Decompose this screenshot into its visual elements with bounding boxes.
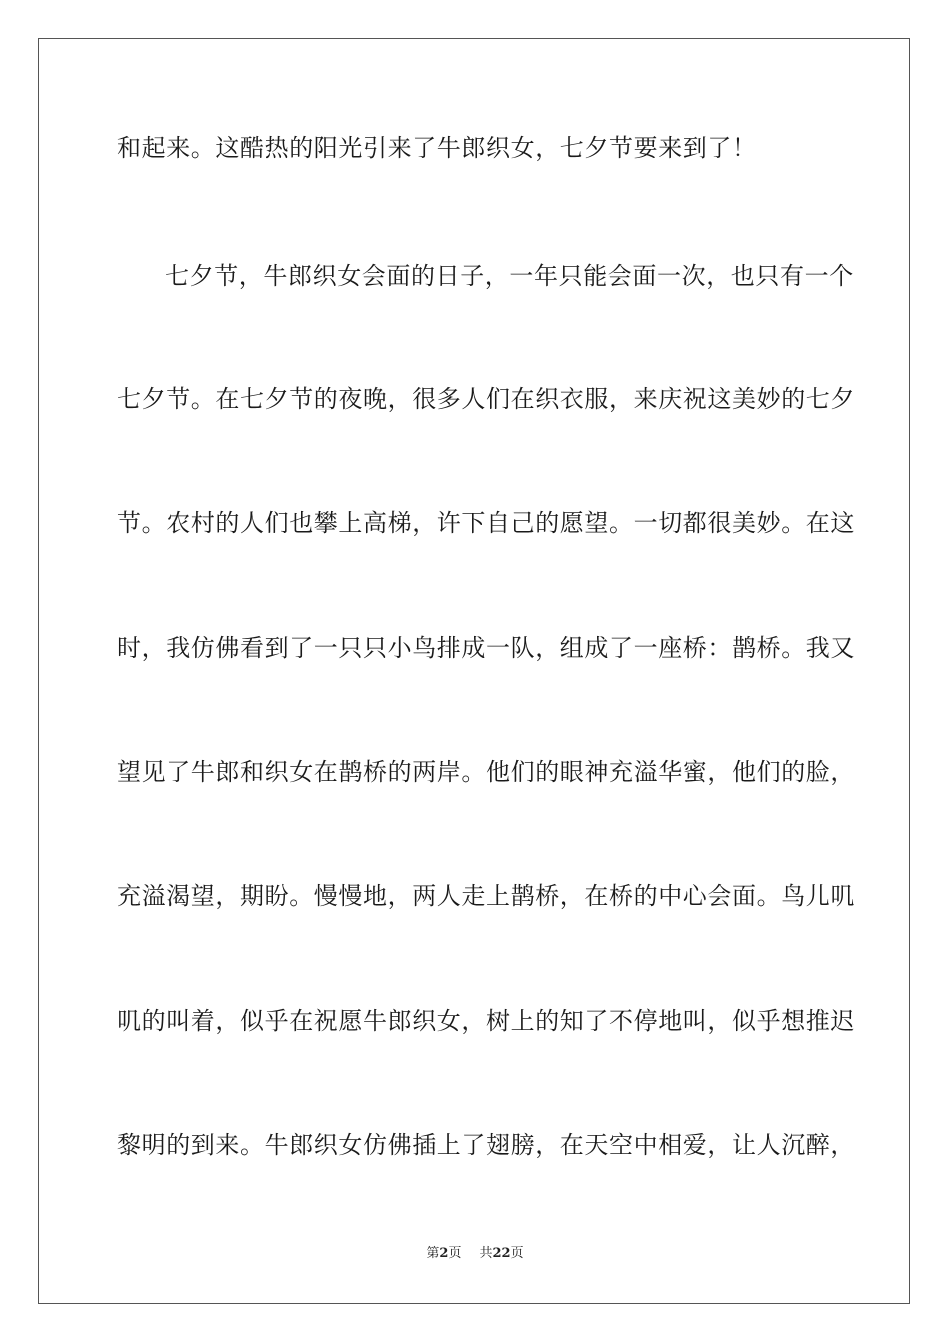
page-border: [38, 38, 910, 1304]
text-line-2: 七夕节，牛郎织女会面的日子，一年只能会面一次，也只有一个: [165, 262, 854, 290]
text-line-6: 望见了牛郎和织女在鹊桥的两岸。他们的眼神充溢华蜜，他们的脸，: [117, 758, 855, 786]
text-line-9: 黎明的到来。牛郎织女仿佛插上了翅膀，在天空中相爱，让人沉醉，: [117, 1131, 855, 1159]
total-suffix: 页: [510, 1246, 524, 1261]
page-prefix: 第: [426, 1246, 440, 1261]
text-line-1: 和起来。这酷热的阳光引来了牛郎织女，七夕节要来到了！: [117, 134, 757, 162]
text-line-4: 节。农村的人们也攀上高梯，许下自己的愿望。一切都很美妙。在这: [117, 509, 855, 537]
page-footer: [0, 1246, 950, 1262]
page-number: 2: [439, 1246, 449, 1261]
text-line-5: 时，我仿佛看到了一只只小鸟排成一队，组成了一座桥：鹊桥。我又: [117, 634, 855, 662]
text-line-7: 充溢渴望，期盼。慢慢地，两人走上鹊桥，在桥的中心会面。鸟儿叽: [117, 882, 855, 910]
total-prefix: 共: [479, 1246, 493, 1261]
page-suffix: 页: [448, 1246, 462, 1261]
text-line-3: 七夕节。在七夕节的夜晚，很多人们在织衣服，来庆祝这美妙的七夕: [117, 385, 855, 413]
total-pages: 22: [492, 1246, 511, 1261]
text-line-8: 叽的叫着，似乎在祝愿牛郎织女，树上的知了不停地叫，似乎想推迟: [117, 1007, 855, 1035]
